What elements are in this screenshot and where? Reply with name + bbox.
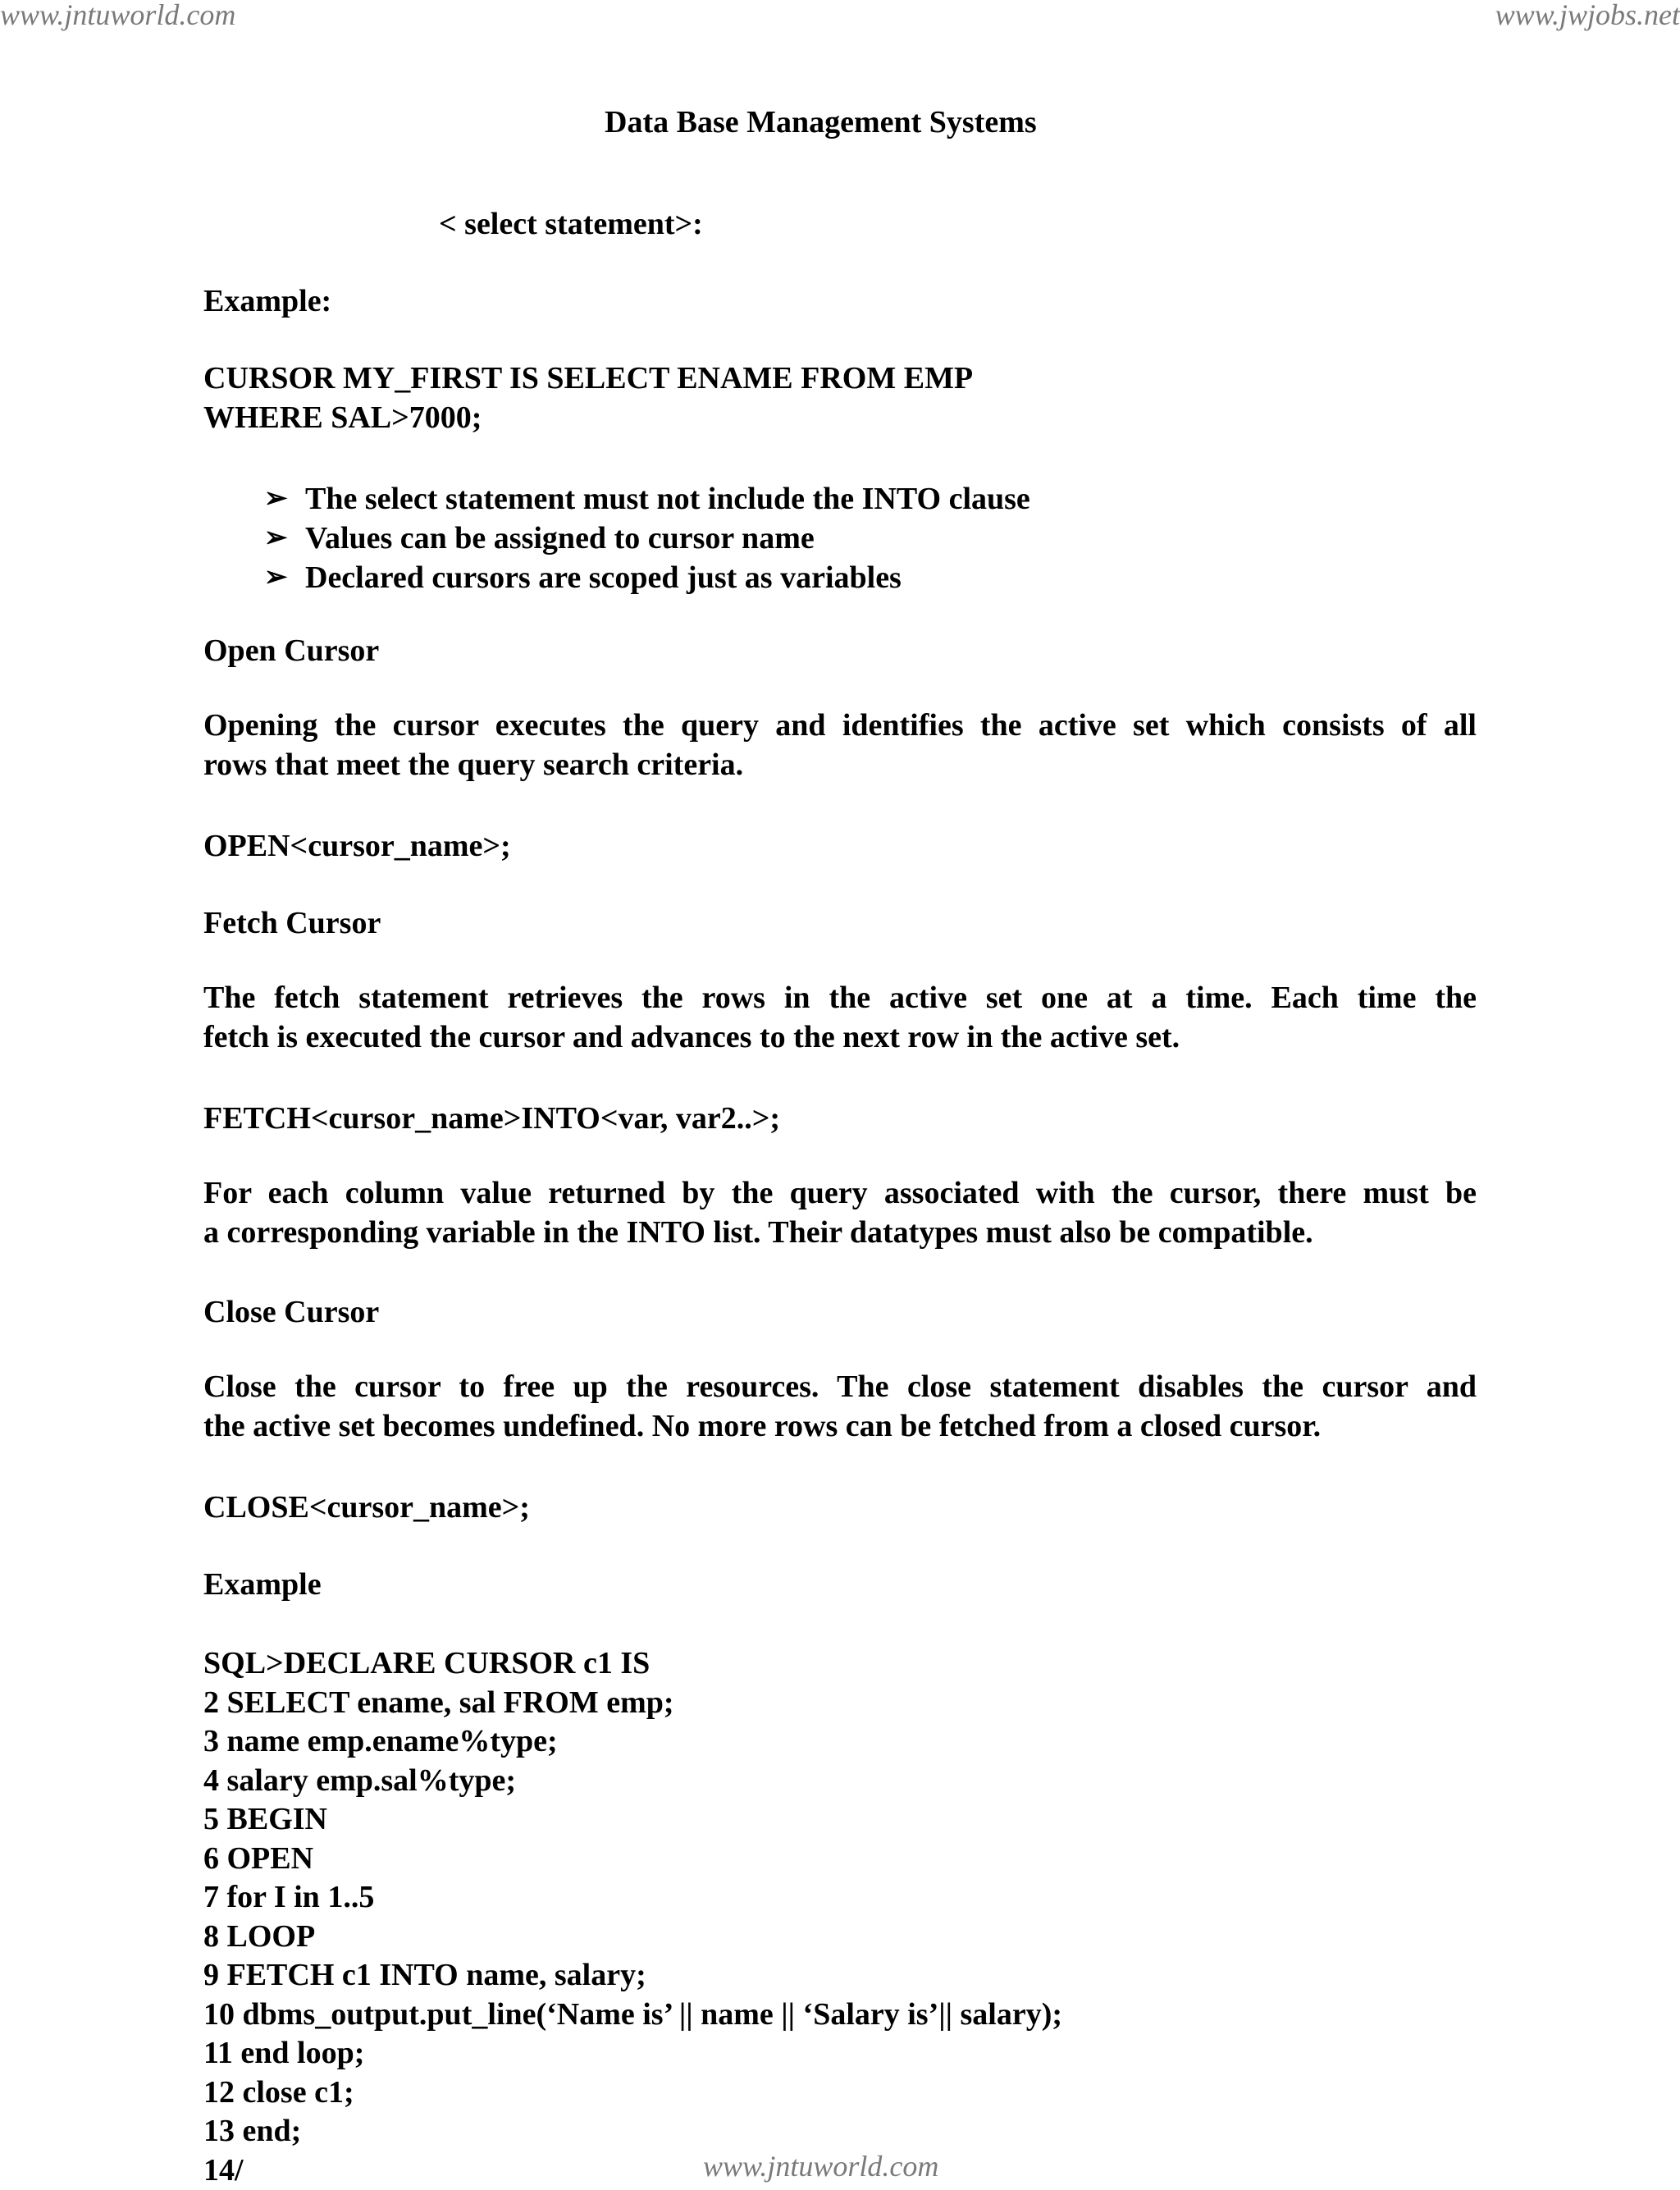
- code-listing: [203, 1644, 1062, 2190]
- paragraph-line: rows that meet the query search criteria.: [203, 745, 1477, 784]
- select-syntax-line: < select statement>:: [439, 208, 703, 240]
- cursor-example-line: CURSOR MY_FIRST IS SELECT ENAME FROM EMP: [203, 363, 973, 394]
- bullet-list: [264, 479, 1030, 597]
- code-line: 13 end;: [203, 2112, 1062, 2151]
- paragraph-line: The fetch statement retrieves the rows in the active set one at a time. Each time the: [203, 978, 1477, 1017]
- bullet-text: Values can be assigned to cursor name: [305, 521, 815, 556]
- page-title: Data Base Management Systems: [605, 107, 1037, 138]
- fetch-syntax: FETCH<cursor_name>INTO<var, var2..>;: [203, 1103, 780, 1134]
- bullet-item: [264, 558, 1030, 597]
- bullet-text: The select statement must not include the INTO clause: [305, 482, 1030, 516]
- example-heading: Example:: [203, 286, 331, 317]
- paragraph-line: a corresponding variable in the INTO list. Their datatypes must also be compatible.: [203, 1213, 1477, 1252]
- arrow-bullet-icon: ➢: [264, 558, 288, 597]
- bullet-item: [264, 479, 1030, 519]
- code-line: 7 for I in 1..5: [203, 1878, 1062, 1918]
- bullet-text: Declared cursors are scoped just as variables: [305, 560, 902, 595]
- code-line: 6 OPEN: [203, 1840, 1062, 1879]
- close-cursor-heading: Close Cursor: [203, 1296, 379, 1328]
- code-line: 3 name emp.ename%type;: [203, 1722, 1062, 1762]
- fetch-cursor-paragraph: [203, 978, 1477, 1057]
- open-syntax: OPEN<cursor_name>;: [203, 830, 511, 862]
- paragraph-line: the active set becomes undefined. No more rows can be fetched from a closed cursor.: [203, 1406, 1477, 1446]
- code-line: 10 dbms_output.put_line(‘Name is’ || name || ‘Salary is’|| salary);: [203, 1996, 1062, 2035]
- arrow-bullet-icon: ➢: [264, 519, 288, 558]
- open-cursor-paragraph: [203, 706, 1477, 784]
- code-line: 11 end loop;: [203, 2034, 1062, 2073]
- example2-heading: Example: [203, 1569, 322, 1600]
- paragraph-line: fetch is executed the cursor and advances to the next row in the active set.: [203, 1017, 1477, 1057]
- code-line: 4 salary emp.sal%type;: [203, 1762, 1062, 1801]
- code-line: 9 FETCH c1 INTO name, salary;: [203, 1956, 1062, 1996]
- watermark-bottom: www.jntuworld.com: [703, 2151, 938, 2181]
- code-line: 14/: [203, 2151, 1062, 2190]
- open-cursor-heading: Open Cursor: [203, 635, 379, 666]
- code-line: 8 LOOP: [203, 1918, 1062, 1957]
- code-line: SQL>DECLARE CURSOR c1 IS: [203, 1644, 1062, 1684]
- watermark-top-left: www.jntuworld.com: [0, 0, 235, 30]
- fetch-cursor-paragraph-2: [203, 1173, 1477, 1252]
- arrow-bullet-icon: ➢: [264, 479, 288, 519]
- cursor-example-line: WHERE SAL>7000;: [203, 402, 482, 433]
- code-line: 5 BEGIN: [203, 1800, 1062, 1840]
- paragraph-line: For each column value returned by the query associated with the cursor, there must be: [203, 1173, 1477, 1213]
- bullet-item: [264, 519, 1030, 558]
- watermark-top-right: www.jwjobs.net: [1495, 0, 1680, 30]
- fetch-cursor-heading: Fetch Cursor: [203, 908, 381, 939]
- close-syntax: CLOSE<cursor_name>;: [203, 1492, 530, 1523]
- paragraph-line: Close the cursor to free up the resources. The close statement disables the cursor and: [203, 1367, 1477, 1406]
- code-line: 2 SELECT ename, sal FROM emp;: [203, 1684, 1062, 1723]
- code-line: 12 close c1;: [203, 2073, 1062, 2113]
- paragraph-line: Opening the cursor executes the query and identifies the active set which consists of all: [203, 706, 1477, 745]
- close-cursor-paragraph: [203, 1367, 1477, 1446]
